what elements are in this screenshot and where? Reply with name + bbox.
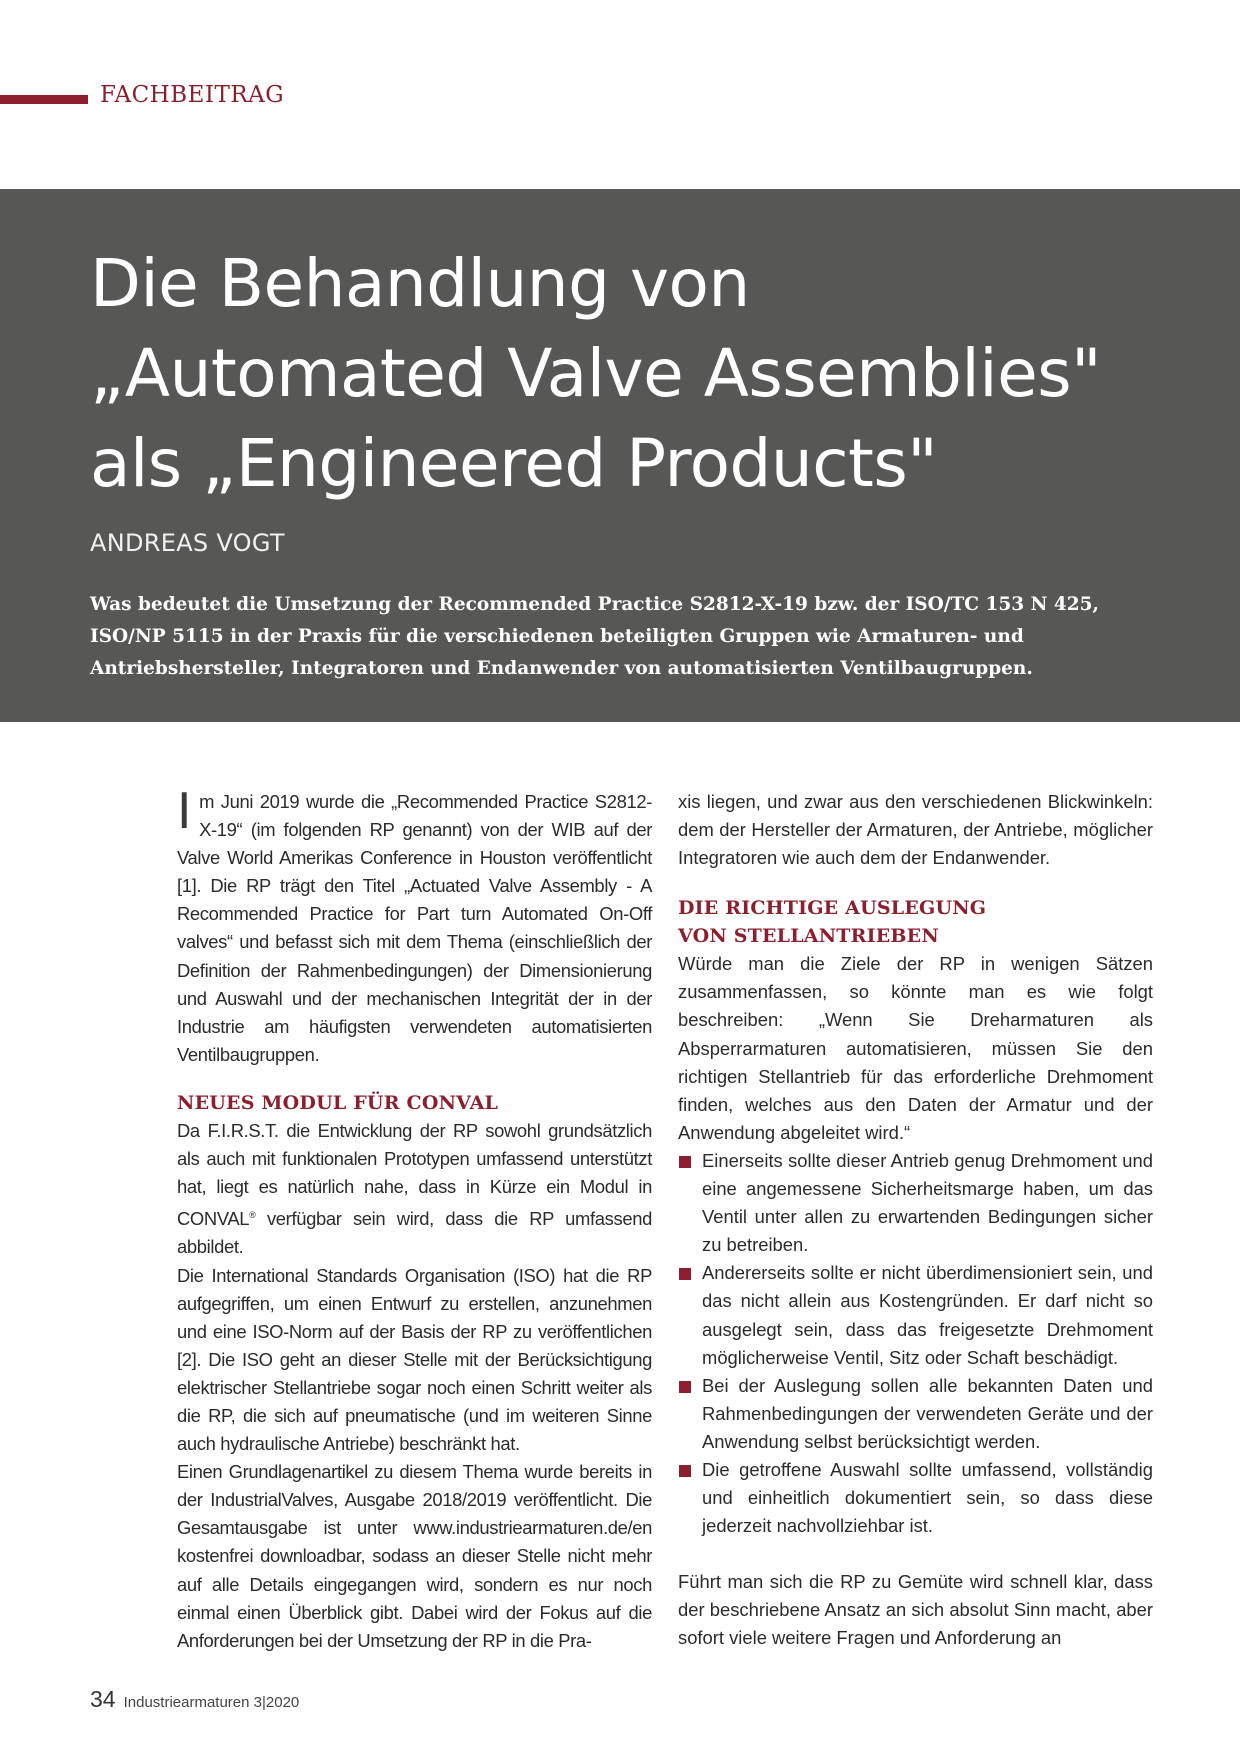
intro-text: m Juni 2019 wurde die „Recommended Practice S2812-X-19“ (im folgenden RP genannt) von der WIB auf der Valve World Amerikas Conference in Houston veröffentlicht [1]. Die RP trägt den Titel „Actuated Valve Assembly - A Recommended Practice for Part turn Automated On-Off valves“ und befasst sich mit dem Thema (einschließlich der Definition der Rahmenbedingungen) der Dimensionierung und Auswahl und der mechanischen Integrität der in der Industrie am häufigsten verwendeten automatisierten Ventilbaugruppen. bbox=[177, 791, 652, 1065]
body-paragraph-3: Einen Grundlagenartikel zu diesem Thema wurde bereits in der IndustrialValves, Ausgabe 2018/2019 veröffentlicht. Die Gesamtausgabe ist unter www.industriearmaturen.de/en kostenfrei downloadbar, sodass an dieser Stelle nicht mehr auf alle Details eingegangen wird, sondern es nur noch einmal einen Überblick gibt. Dabei wird der Fokus auf die Anforderungen bei der Umsetzung der RP in die Pra- bbox=[177, 1461, 652, 1651]
requirements-list bbox=[678, 1147, 1153, 1540]
article-lead: Was bedeutet die Umsetzung der Recommended Practice S2812-X-19 bzw. der ISO/TC 153 N 425, ISO/NP 5115 in der Praxis für die verschiedenen beteiligten Gruppen wie Armaturen- und Antriebshersteller, Integratoren und Endanwender von automatisierten Ventilbaugruppen. bbox=[90, 594, 1099, 679]
heading-line-1: DIE RICHTIGE AUSLEGUNG bbox=[678, 897, 987, 920]
heading-richtige-auslegung bbox=[678, 894, 1153, 950]
list-item bbox=[678, 1259, 1153, 1371]
body-paragraph-4: Würde man die Ziele der RP in wenigen Sätzen zusammenfassen, so könnte man es wie folgt beschreiben: „Wenn Sie Dreharmaturen als Absperrarmaturen automatisieren, müssen Sie den richtigen Stellantrieb für das erforderliche Drehmoment finden, welches aus den Daten der Armatur und der Anwendung abgeleitet wird.“ bbox=[678, 953, 1153, 1143]
bullet-square-icon bbox=[679, 1156, 691, 1168]
continued-paragraph: xis liegen, und zwar aus den verschiedenen Blickwinkeln: dem der Hersteller der Armaturen, der Antriebe, möglicher Integratoren wie auch dem der Endanwender. bbox=[678, 791, 1153, 869]
bullet-square-icon bbox=[679, 1381, 691, 1393]
title-line-1: Die Behandlung von bbox=[90, 245, 750, 322]
body-paragraph-2: Die International Standards Organisation (ISO) hat die RP aufgegriffen, um einen Entwurf zu erstellen, anzunehmen und eine ISO-Norm auf der Basis der RP zu veröffentlichen [2]. Die ISO geht an dieser Stelle mit der Berücksichtigung elektrischer Stellantriebe sogar noch einen Schritt weiter als die RP, die sich auf pneumatische (und im weiteren Sinne auch hydraulische Antriebe) beschränkt hat. bbox=[177, 1264, 652, 1455]
body-paragraph-1 bbox=[177, 1117, 652, 1262]
body-paragraph-1-tail: verfügbar sein wird, dass die RP umfassend abbildet. bbox=[177, 1208, 652, 1258]
page-footer bbox=[90, 1686, 299, 1713]
list-item bbox=[678, 1147, 1153, 1259]
article-author: ANDREAS VOGT bbox=[90, 529, 285, 557]
article-header bbox=[0, 189, 1240, 722]
heading-line-2: VON STELLANTRIEBEN bbox=[678, 925, 939, 948]
list-item bbox=[678, 1456, 1153, 1540]
list-item-text: Bei der Auslegung sollen alle bekannten Daten und Rahmenbedingungen der verwendeten Geräte und der Anwendung selbst berücksichtigt werden. bbox=[702, 1374, 1153, 1452]
article-title bbox=[90, 239, 1190, 509]
page-number: 34 bbox=[90, 1686, 116, 1712]
title-line-3: als „Engineered Products" bbox=[90, 425, 938, 502]
title-line-2: „Automated Valve Assemblies" bbox=[90, 335, 1101, 412]
list-item-text: Andererseits sollte er nicht überdimensioniert sein, und das nicht allein aus Kostengründen. Er darf nicht so ausgelegt sein, dass das freigesetzte Drehmoment möglicherweise Ventil, Sitz oder Schaft beschädigt. bbox=[702, 1262, 1153, 1368]
bullet-square-icon bbox=[679, 1268, 691, 1280]
body-paragraph-5: Führt man sich die RP zu Gemüte wird schnell klar, dass der beschriebene Ansatz an sich absolut Sinn macht, aber sofort viele weitere Fragen und Anforderung an bbox=[678, 1571, 1153, 1649]
heading-neues-modul: NEUES MODUL FÜR CONVAL bbox=[177, 1091, 499, 1114]
publication-name: Industriearmaturen 3|2020 bbox=[123, 1694, 300, 1711]
intro-paragraph bbox=[177, 782, 652, 1069]
drop-cap: I bbox=[177, 782, 192, 840]
registered-mark: ® bbox=[249, 1210, 256, 1221]
rubric-accent-bar bbox=[0, 95, 88, 104]
right-column bbox=[678, 788, 1153, 1653]
list-item-text: Einerseits sollte dieser Antrieb genug Drehmoment und eine angemessene Sicherheitsmarge haben, um das Ventil unter allen zu erwartenden Bedingungen sicher zu betreiben. bbox=[702, 1149, 1153, 1256]
list-item-text: Die getroffene Auswahl sollte umfassend, vollständig und einheitlich dokumentiert sein, so dass diese jederzeit nachvollziehbar ist. bbox=[702, 1458, 1153, 1537]
bullet-square-icon bbox=[679, 1465, 691, 1477]
left-column bbox=[177, 782, 652, 1655]
body-paragraph-1-text: Da F.I.R.S.T. die Entwicklung der RP sowohl grundsätzlich als auch mit funktionalen Prototypen umfassend unterstützt hat, liegt es natürlich nahe, dass in Kürze ein Modul in CONVAL bbox=[177, 1119, 652, 1230]
list-item bbox=[678, 1372, 1153, 1456]
section-rubric: FACHBEITRAG bbox=[100, 82, 285, 108]
